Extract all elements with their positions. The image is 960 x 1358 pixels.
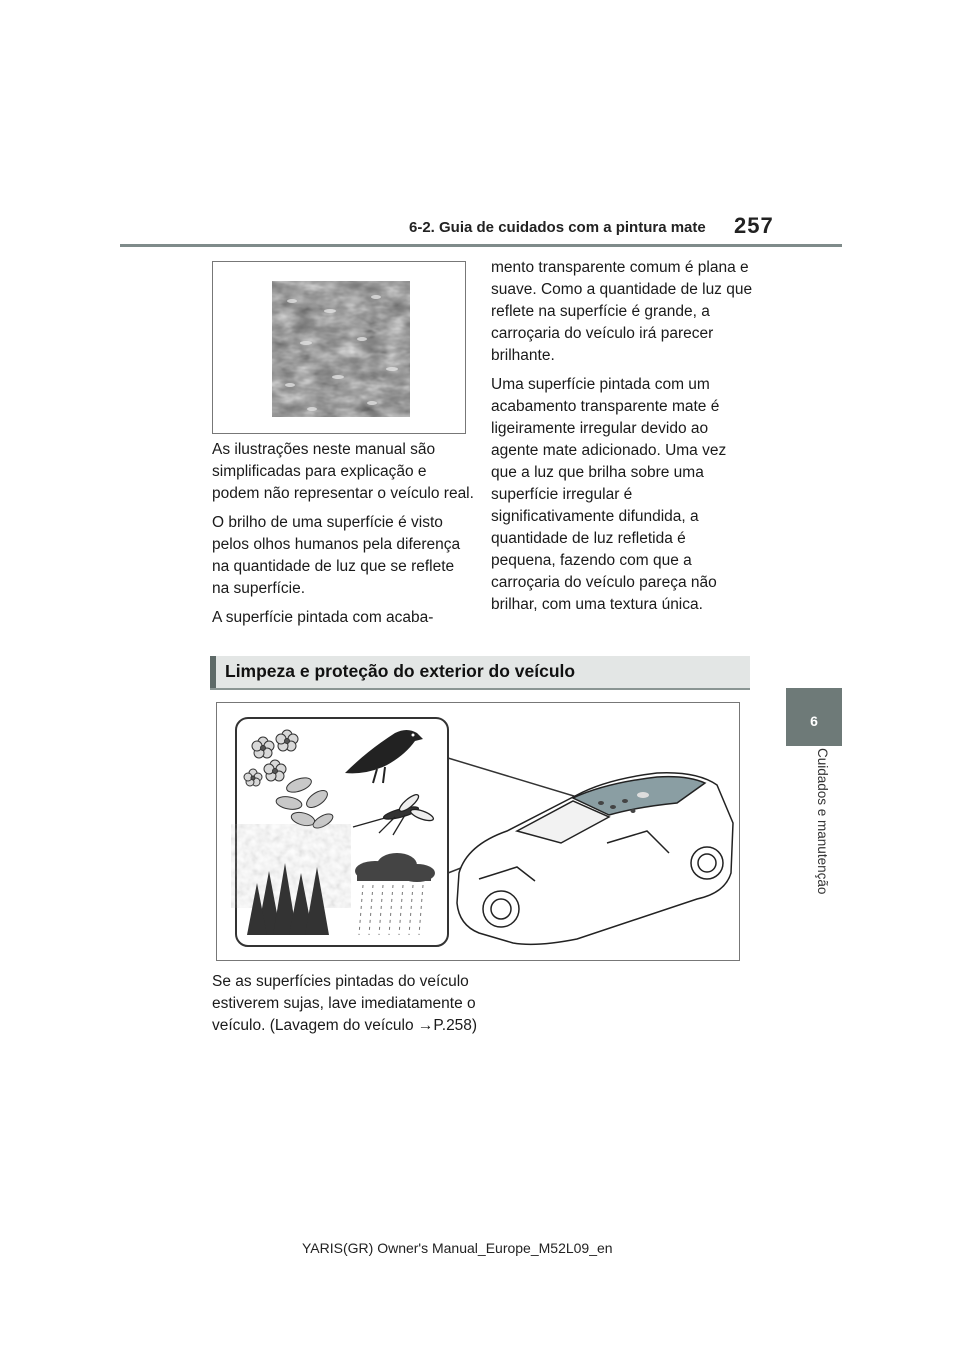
paragraph-finish-start: A superfície pintada com acaba- [212,609,434,626]
footer-manual-id: YARIS(GR) Owner's Manual_Europe_M52L09_en [302,1240,613,1256]
chapter-number: 6 [810,713,818,729]
matte-surface-figure [212,261,466,434]
right-column [491,257,753,623]
header-rule [120,244,842,247]
pollen-trees-icon [241,831,341,935]
matte-texture-image [272,281,410,417]
paragraph-wash-advice: Se as superfícies pintadas do veículo estiverem sujas, lave imediatamente o veículo. (Lavagem do veículo →P.258) [212,973,478,1034]
contaminants-illustration [216,702,740,961]
page-number: 257 [734,213,774,238]
paragraph-finish-continued: mento transparente comum é plana e suave. Como a quantidade de luz que reflete na superfície é grande, a carroçaria do veículo irá parecer brilhante. [491,259,753,364]
paragraph-matte-finish: Uma superfície pintada com um acabamento transparente mate é ligeiramente irregular devido ao agente mate adicionado. Uma vez que a luz que brilha sobre uma superfície irregular é significativamente difundida, a quantidade de luz refletida é pequena, fazendo com que a carroçaria do veículo pareça não brilhar, com uma textura única. [491,376,727,613]
paragraph-illustrations: As ilustrações neste manual são simplificadas para explicação e podem não representar o veículo real. [212,441,474,502]
left-column [212,439,474,636]
caption-block [212,971,492,1037]
car-illustration [457,773,733,945]
banner-accent [210,656,216,688]
section-banner [210,656,750,690]
chapter-title: Cuidados e manutenção [815,748,830,895]
section-heading: Limpeza e proteção do exterior do veículo [225,661,576,681]
section-title: 6-2. Guia de cuidados com a pintura mate [409,219,706,236]
paragraph-gloss: O brilho de uma superfície é visto pelos olhos humanos pela diferença na quantidade de luz que se reflete na superfície. [212,514,461,597]
